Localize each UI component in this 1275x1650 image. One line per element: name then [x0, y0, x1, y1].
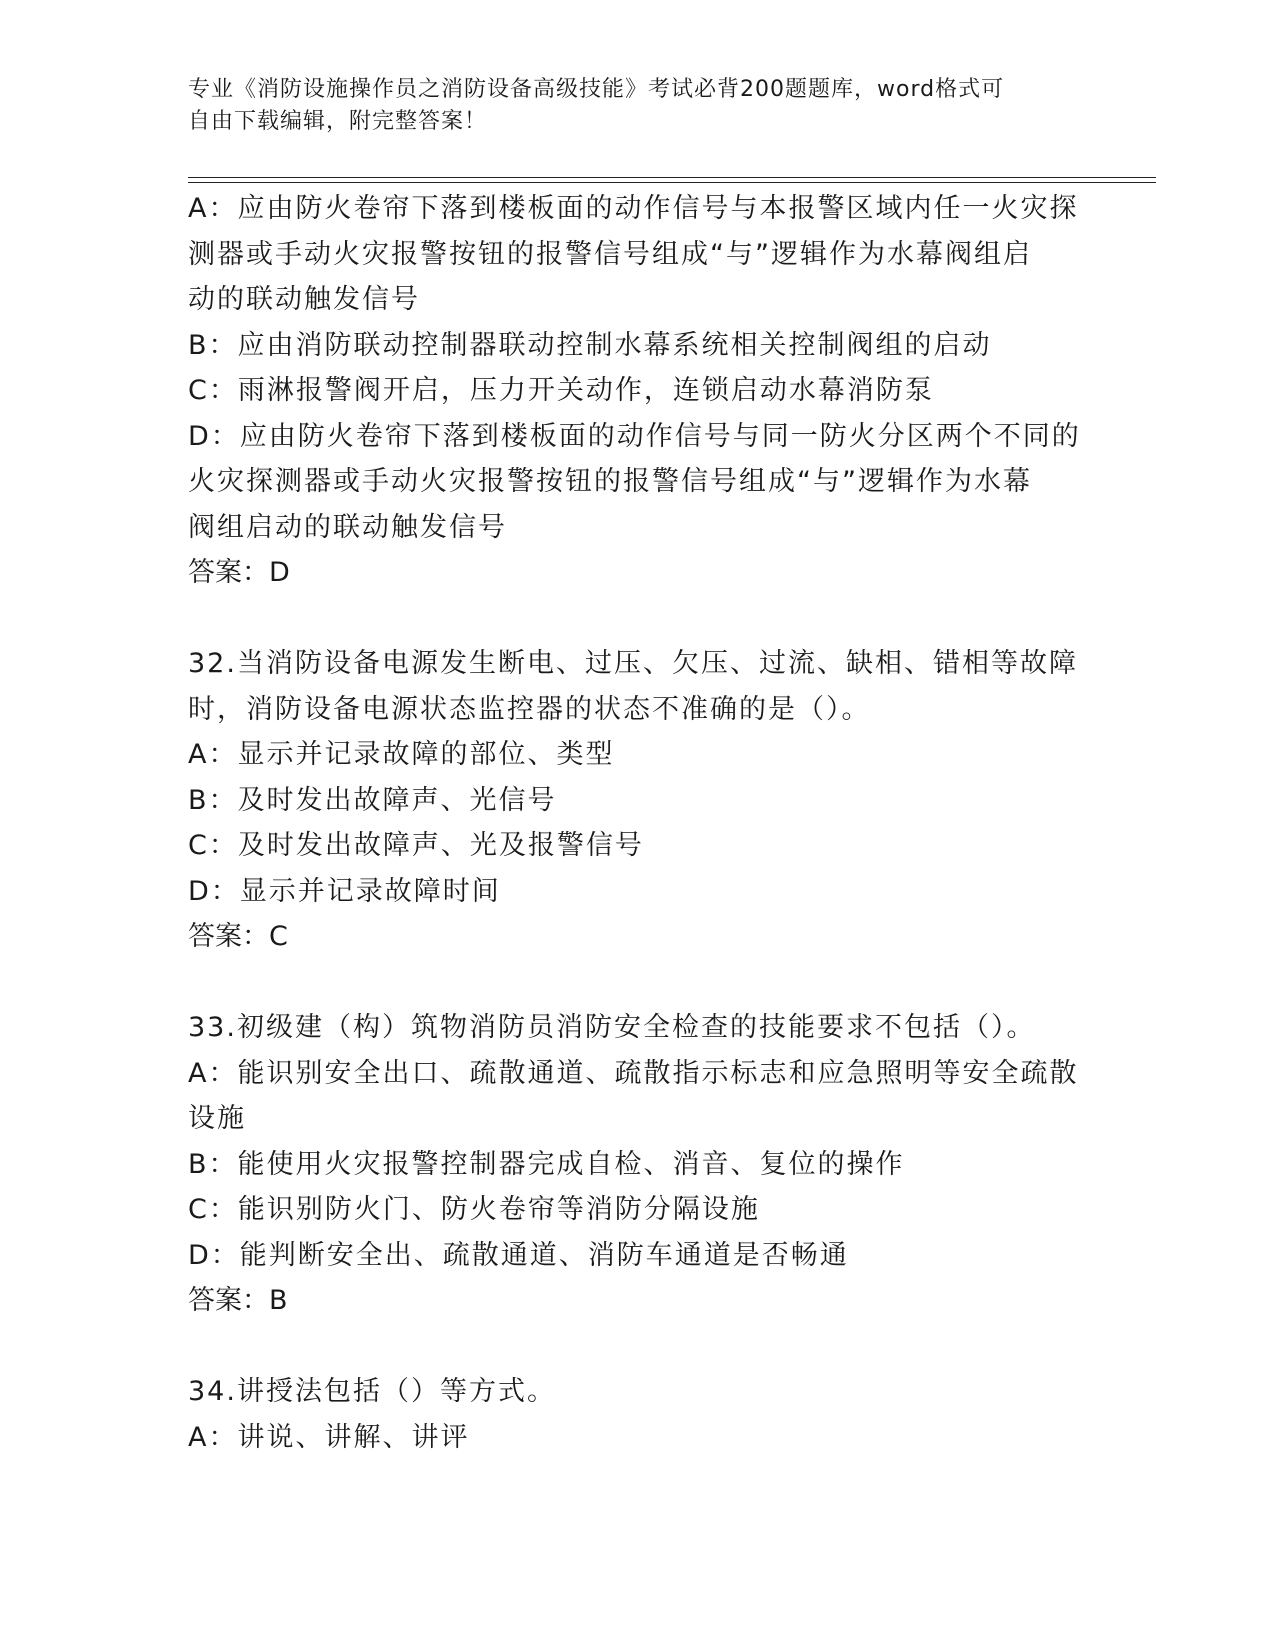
option-a-line-2: 设施 — [188, 1103, 246, 1134]
page-header — [188, 74, 1088, 138]
option-a-line-2: 测器或手动火灾报警按钮的报警信号组成“与”逻辑作为水幕阀组启 — [188, 238, 1032, 270]
option-b: B：能使用火灾报警控制器完成自检、消音、复位的操作 — [188, 1148, 905, 1180]
question-31 — [188, 186, 1081, 596]
spacer — [188, 596, 1078, 642]
option-d: D：能判断安全出、疏散通道、消防车通道是否畅通 — [188, 1239, 849, 1271]
question-34 — [188, 1369, 1078, 1460]
question-32 — [188, 641, 1078, 960]
header-title-line-1: 专业《消防设施操作员之消防设备高级技能》考试必背200题题库，word格式可 — [188, 77, 1005, 102]
answer: 答案：D — [188, 557, 290, 588]
spacer — [188, 960, 1078, 1006]
option-d-line-3: 阀组启动的联动触发信号 — [188, 511, 507, 543]
option-c: C：雨淋报警阀开启，压力开关动作，连锁启动水幕消防泵 — [188, 375, 934, 406]
question-stem: 33.初级建（构）筑物消防员消防安全检查的技能要求不包括（）。 — [188, 1012, 1036, 1043]
answer: 答案：B — [188, 1285, 288, 1316]
question-stem: 34.讲授法包括（）等方式。 — [188, 1376, 556, 1407]
question-stem-line-2: 时，消防设备电源状态监控器的状态不准确的是（）。 — [188, 693, 871, 725]
option-c: C：及时发出故障声、光及报警信号 — [188, 830, 644, 861]
question-list — [188, 186, 1081, 1460]
option-a-line-1: A：应由防火卷帘下落到楼板面的动作信号与本报警区域内任一火灾探 — [188, 193, 1079, 224]
question-stem-line-1: 32.当消防设备电源发生断电、过压、欠压、过流、缺相、错相等故障 — [188, 648, 1078, 679]
header-divider-bottom — [188, 182, 1156, 183]
option-c: C：能识别防火门、防火卷帘等消防分隔设施 — [188, 1194, 760, 1225]
answer: 答案：C — [188, 921, 288, 952]
option-a: A：讲说、讲解、讲评 — [188, 1421, 470, 1453]
option-b: B：及时发出故障声、光信号 — [188, 784, 557, 816]
option-a-line-3: 动的联动触发信号 — [188, 284, 420, 315]
option-a: A：显示并记录故障的部位、类型 — [188, 739, 615, 770]
spacer — [188, 1324, 1078, 1370]
option-d-line-1: D：应由防火卷帘下落到楼板面的动作信号与同一防火分区两个不同的 — [188, 420, 1081, 452]
option-d: D：显示并记录故障时间 — [188, 875, 501, 907]
header-title-line-2: 自由下载编辑，附完整答案！ — [188, 109, 488, 134]
option-b: B：应由消防联动控制器联动控制水幕系统相关控制阀组的启动 — [188, 329, 992, 361]
header-divider-top — [188, 177, 1156, 178]
option-a-line-1: A：能识别安全出口、疏散通道、疏散指示标志和应急照明等安全疏散 — [188, 1057, 1079, 1089]
option-d-line-2: 火灾探测器或手动火灾报警按钮的报警信号组成“与”逻辑作为水幕 — [188, 466, 1032, 497]
question-33 — [188, 1005, 1078, 1324]
